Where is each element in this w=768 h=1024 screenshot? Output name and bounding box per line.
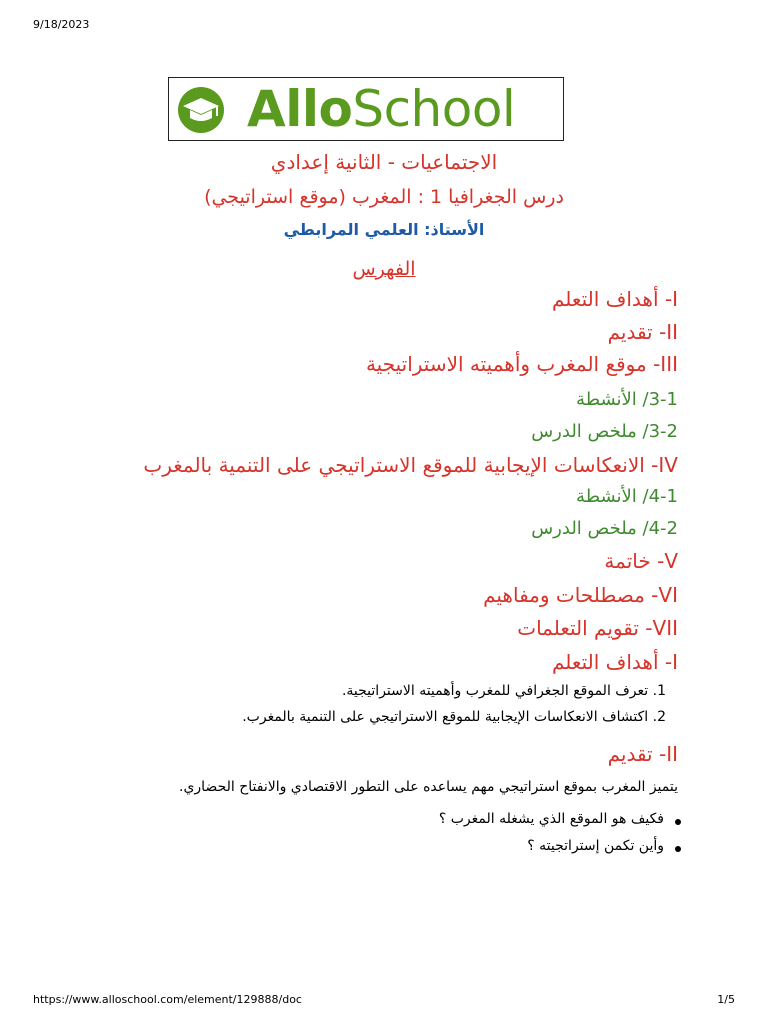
toc-subitem: 4-1/ الأنشطة [576,486,678,507]
toc-item: II- تقديم [607,320,678,344]
goal-item: 2. اكتشاف الانعكاسات الإيجابية للموقع الاستراتيجي على التنمية بالمغرب. [242,709,666,725]
alloschool-logo [168,77,564,141]
toc-item: I- أهداف التعلم [552,287,678,311]
logo-wordmark: AlloSchool [247,80,516,138]
doc-subject-title: الاجتماعيات - الثانية إعدادي [270,150,498,174]
section-heading-intro: II- تقديم [607,742,678,766]
question-bullet: وأين تكمن إستراتجيته ؟ [527,838,664,854]
footer-url: https://www.alloschool.com/element/129888/doc [33,993,302,1006]
index-heading: الفهرس [352,258,416,280]
goal-item: 1. تعرف الموقع الجغرافي للمغرب وأهميته الاستراتيجية. [341,683,666,699]
toc-item: VI- مصطلحات ومفاهيم [483,583,678,607]
toc-item: VII- تقويم التعلمات [517,616,678,640]
toc-subitem: 3-2/ ملخص الدرس [531,421,678,442]
question-bullet: فكيف هو الموقع الذي يشغله المغرب ؟ [438,811,664,827]
page-number: 1/5 [717,993,735,1006]
toc-subitem: 4-2/ ملخص الدرس [531,518,678,539]
toc-subitem: 3-1/ الأنشطة [576,389,678,410]
teacher-name: الأستاذ: العلمي المرابطي [283,220,485,239]
graduation-cap-icon [175,86,227,134]
toc-item: V- خاتمة [604,549,678,573]
intro-paragraph: يتميز المغرب بموقع استراتيجي مهم يساعده على التطور الاقتصادي والانفتاح الحضاري. [179,779,678,795]
section-heading-goals: I- أهداف التعلم [552,650,678,674]
print-date: 9/18/2023 [33,18,90,31]
toc-item: IV- الانعكاسات الإيجابية للموقع الاستراتيجي على التنمية بالمغرب [143,453,678,477]
toc-item: III- موقع المغرب وأهميته الاستراتيجية [365,352,678,376]
lesson-title: درس الجغرافيا 1 : المغرب (موقع استراتيجي) [204,186,564,208]
